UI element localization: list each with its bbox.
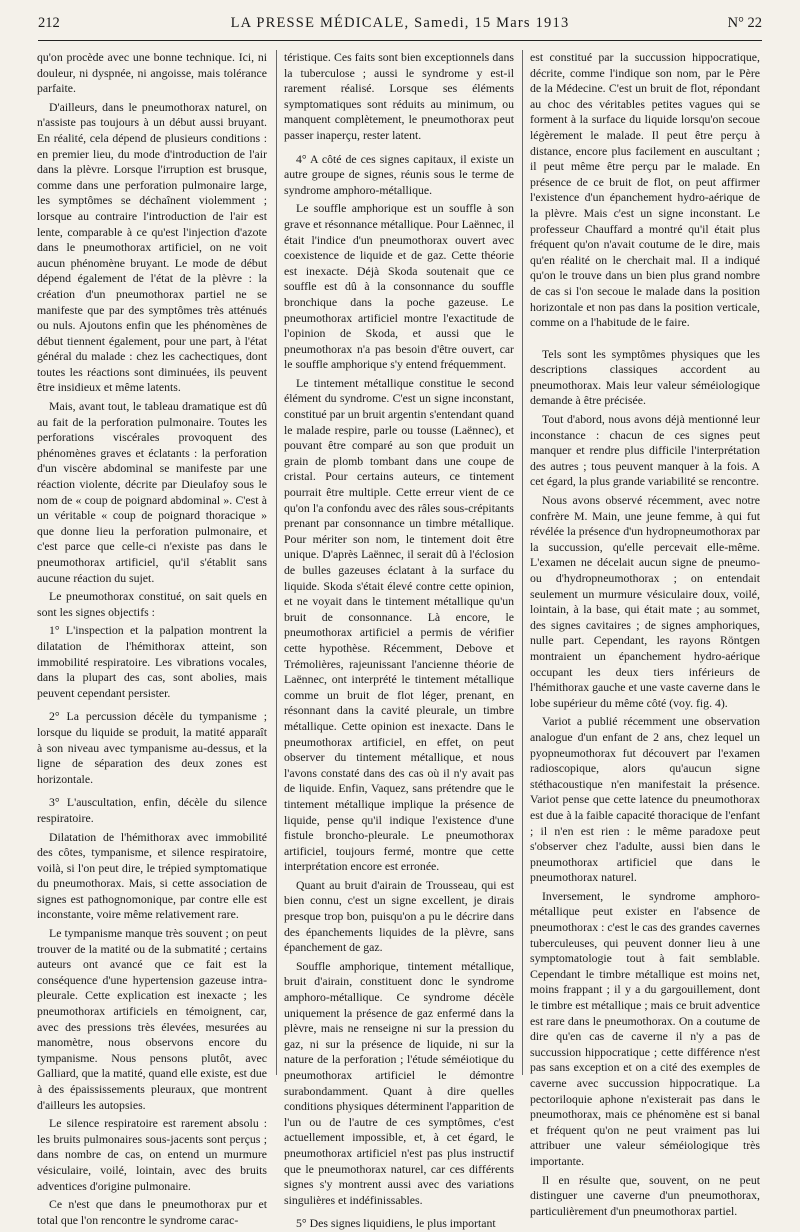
- paragraph: Le pneumothorax constitué, on sait quels en sont les signes objectifs :: [37, 589, 267, 619]
- paragraph: Tels sont les symptômes physiques que les descriptions classiques accordent au pneumothorax. Mais leur valeur séméiologique demande à être précisée.: [530, 346, 760, 408]
- paragraph: Dilatation de l'hémithorax avec immobilité des côtes, tympanisme, et silence respiratoire, voilà, si l'on peut dire, le trépied symptomatique du pneumothorax. Mais, si cette association de signes est pathognomonique, par contre elle est inconstante, voire même relativement rare.: [37, 829, 267, 922]
- paragraph: Souffle amphorique, tintement métallique, bruit d'airain, constituent donc le syndrome amphoro-métallique. Ce syndrome décèle uniquement la présence de gaz enfermé dans la plèvre, mais ne renseigne ni sur la pression du gaz, ni sur la présence de liquide, ni sur la nature de la perforation ; l'étude séméiotique du pneumothorax artificiel le démontre surabondamment. Quant à dire quelles conditions physiques déterminent l'apparition de l'un ou de l'autre de ces symptômes, c'est actuellement impossible, et, à cet égard, le pneumothorax artificiel n'est pas plus instructif que le pneumothorax naturel, car ces différents signes s'y montrent aussi avec des variations singulières et indéfinissables.: [284, 958, 514, 1207]
- paragraph: 4° A côté de ces signes capitaux, il existe un autre groupe de signes, réunis sous le terme de syndrome amphoro-métallique.: [284, 151, 514, 197]
- paragraph: Ce n'est que dans le pneumothorax pur et total que l'on rencontre le syndrome carac-: [37, 1197, 267, 1227]
- paragraph: Variot a publié récemment une observation analogue d'un enfant de 2 ans, chez lequel un pyopneumothorax fut découvert par l'examen radioscopique, alors qu'aucun signe stéthacoustique n'en manifestait la présence. Variot pense que cette latence du pneumothorax est due à la faible capacité thoracique de l'enfant ; il n'en est rien : le même paradoxe peut s'observer chez l'adulte, aussi bien dans le pneumothorax artificiel que dans le pneumothorax naturel.: [530, 714, 760, 885]
- paragraph: Le silence respiratoire est rarement absolu : les bruits pulmonaires sous-jacents sont perçus ; dans nombre de cas, on entend un murmure vésiculaire, voilé, lointain, avec des bruits adventices d'origine pulmonaire.: [37, 1116, 267, 1193]
- paragraph: Mais, avant tout, le tableau dramatique est dû au fait de la perforation pulmonaire. Toutes les perforations viscérales provoquent des phénomènes graves et éclatants : la perforation d'un viscère abdominal se manifeste par une réaction violente, décrite par Dieulafoy sous le nom de « coup de poignard abdominal ». C'est à un véritable « coup de poignard thoracique » que donne lieu la perforation pulmonaire, et c'est parce que celle-ci n'existe pas dans le pneumothorax artificiel, qu'il s'établit sans aucune réaction du sujet.: [37, 399, 267, 585]
- paragraph: 5° Des signes liquidiens, le plus important: [296, 1216, 496, 1231]
- page-header: [38, 4, 762, 41]
- paragraph: D'ailleurs, dans le pneumothorax naturel, on n'assiste pas toujours à un début aussi bruyant. En réalité, cela dépend de plusieurs conditions : en premier lieu, du mode d'introduction de l'air dans la plèvre. Lorsque l'irruption est brusque, comme dans une perforation pulmonaire large, les symptômes se déchaînent violemment ; lorsque au contraire l'introduction de l'air est lente, comparable à ce qu'est l'injection d'azote dans le pneumothorax artificiel, on ne voit aucun phénomène bruyant. Le mode de début dépend également de l'état de la plèvre : la création d'un pneumothorax partiel ne se manifeste que par des symptômes très atténués ou nuls. Ajoutons enfin que les phénomènes de début tiennent également, pour une part, à l'état général du malade : chez les cachectiques, dont toutes les réactions sont diminuées, ils peuvent être insidieux et même latents.: [37, 99, 267, 395]
- page-number: 212: [38, 15, 60, 31]
- column-rule: [522, 50, 523, 1075]
- paragraph: téristique. Ces faits sont bien exceptionnels dans la tuberculose ; aussi le syndrome y est-il rarement réalisé. Lorsque ses éléments symptomatiques sont réduits au minimum, ou manquent complètement, le pneumothorax peut passer inaperçu, rester latent.: [284, 50, 514, 142]
- paragraph: Inversement, le syndrome amphoro-métallique peut exister en l'absence de pneumothorax : c'est le cas des grandes cavernes tuberculeuses, qui peuvent donner lieu à une symptomatologie tout à fait semblable. Cependant le timbre métallique est moins net, moins frappant ; il y a du gargouillement, dont le timbre est métallique ; mais ce bruit adventice est rare dans le pneumothorax. On a coutume de dire qu'en cas de caverne il n'y a pas de succussion hippocratique ; cette différence n'est pas sans exception et on a cité des exemples de caverne avec succussion hippocratique. La pectoriloquie aphone n'existerait pas dans le pneumothorax, mais ce phénomène est si banal et fréquent qu'on ne peut vraiment pas lui attribuer une valeur séméiologique très importante.: [530, 888, 760, 1168]
- journal-title: LA PRESSE MÉDICALE, Samedi, 15 Mars 1913: [230, 15, 570, 31]
- paragraph: Le tintement métallique constitue le second élément du syndrome. C'est un signe inconstant, constitué par un bruit argentin s'entendant quand le malade respire, parle ou tousse (Laënnec), et pouvant être comparé au son que produit un grain de plomb tombant dans une coupe de cristal. Pour certains auteurs, ce tintement pourrait être multiple. Cette erreur vient de ce qu'on l'a confondu avec des râles sous-crépitants prenant par consonnance un timbre métallique. Pour mériter son nom, le tintement doit être unique. D'après Laënnec, il serait dû à l'éclosion de bulles gazeuses éclatant à la surface du liquide. Skoda s'était élevé contre cette opinion, et ne voyait dans le tintement métallique qu'un bruit de consonnance. Là encore, le pneumothorax artificiel a permis de vérifier cette hypothèse. Récemment, Debove et Trémolières, rajeunissant l'ancienne théorie de Laënnec, ont interprété le tintement métallique comme un bruit de flot léger, prenant, en résonnant dans la cavité pleurale, un timbre métallique. Cette opinion est inexacte. Dans le pneumothorax artificiel, en effet, on peut observer du tintement métallique, et nous l'avons constaté dans des cas où il n'y avait pas de liquide. Enfin, Vaquez, sans prétendre que le tintement métallique implique la présence de liquide, pense qu'il indique l'existence d'une fistule broncho-pleurale. Le pneumothorax artificiel, toujours fermé, montre que cette interprétation encore est erronée.: [284, 375, 514, 874]
- issue-number: N° 22: [727, 15, 762, 31]
- paragraph: 3° L'auscultation, enfin, décèle du silence respiratoire.: [37, 795, 267, 825]
- text-column-2: [284, 50, 514, 1231]
- text-column-1: [37, 50, 267, 1227]
- paragraph: Nous avons observé récemment, avec notre confrère M. Main, une jeune femme, à qui fut révélée la présence d'un hydropneumothorax par la succussion, qu'elle percevait elle-même. L'examen ne décelait aucun signe de pneumo- ou d'hydropneumothorax ; on entendait seulement un murmure vésiculaire doux, voilé, lointain, à la base, qui était mate ; au sommet, des signes cavitaires ; de signes amphoriques, nulle part. Cependant, les rayons Röntgen montraient un épanchement hydro-aérique occupant les deux tiers inférieurs de l'hémithorax gauche et une vaste caverne dans le lobe supérieur du même côté (voy. fig. 4).: [530, 493, 760, 710]
- paragraph: Le souffle amphorique est un souffle à son grave et résonnance métallique. Pour Laënnec, il était l'indice d'un pneumothorax ouvert avec coexistence de liquide et de gaz. Cette théorie est inexacte. Déjà Skoda soutenait que ce souffle est dû à la consonnance du souffle bronchique dans la poche gazeuse. Le pneumothorax artificiel montre l'exactitude de l'opinion de Skoda, et aussi que le pneumothorax n'a pas besoin d'être ouvert, car le souffle amphorique s'y entend fréquemment.: [284, 201, 514, 372]
- paragraph: Le tympanisme manque très souvent ; on peut trouver de la matité ou de la submatité ; certains auteurs ont avancé que ce fait est la conséquence d'une hypertension gazeuse intra-pleurale. Cette explication est inexacte ; les pneumothorax artificiels en témoignent, car, avec des pressions très élevées, mesurées au manomètre, nous observons encore du tympanisme. Nous pensons plutôt, avec Galliard, que la matité, quand elle existe, est due à des épaississements pleuraux, que montrent d'ailleurs les autopsies.: [37, 926, 267, 1112]
- text-column-3: [530, 50, 760, 1218]
- paragraph: Tout d'abord, nous avons déjà mentionné leur inconstance : chacun de ces signes peut manquer et rendre plus difficile l'interprétation des autres ; tous peuvent manquer à la fois. A cet égard, la plus grande variabilité se rencontre.: [530, 412, 760, 489]
- paragraph: qu'on procède avec une bonne technique. Ici, ni douleur, ni dyspnée, ni angoisse, mais tolérance parfaite.: [37, 50, 267, 96]
- paragraph: 2° La percussion décèle du tympanisme ; lorsque du liquide se produit, la matité apparaît à son niveau avec tympanisme au-dessus, et la ligne de séparation des deux zones est horizontale.: [37, 709, 267, 786]
- paragraph: est constitué par la succussion hippocratique, décrite, comme l'indique son nom, par le Père de la Médecine. C'est un bruit de flot, répondant au choc des véritables petites vagues qui se forment à la surface du liquide lorsqu'on secoue légèrement le malade. Il peut être perçu à distance, encore plus facilement en auscultant ; il peut même être perçu par le malade. En présence de ce bruit de flot, on peut affirmer l'existence d'un épanchement hydro-aérique de la plèvre. Mais c'est un signe inconstant. Le professeur Chauffard a montré qu'il était plus fréquent qu'on n'avait coutume de le dire, mais qu'en réalité on le cherchait mal. Il a indiqué qu'on le trouve dans un bien plus grand nombre de cas si l'on secoue le malade dans la position horizontale et non pas dans la position verticale, comme on a l'habitude de le faire.: [530, 50, 760, 330]
- column-rule: [276, 50, 277, 1075]
- paragraph: Quant au bruit d'airain de Trousseau, qui est bien connu, c'est un signe excellent, je dirais presque trop bon, puisqu'on a pu le décrire dans des épanchements liquides de la plèvre, sans épanchement de gaz.: [284, 877, 514, 955]
- paragraph: Il en résulte que, souvent, on ne peut distinguer une caverne d'un pneumothorax, particulièrement d'un pneumothorax partiel.: [530, 1172, 760, 1218]
- paragraph: 1° L'inspection et la palpation montrent la dilatation de l'hémithorax atteint, son immobilité respiratoire. Les vibrations vocales, dans la plupart des cas, sont abolies, mais peuvent cependant persister.: [37, 623, 267, 700]
